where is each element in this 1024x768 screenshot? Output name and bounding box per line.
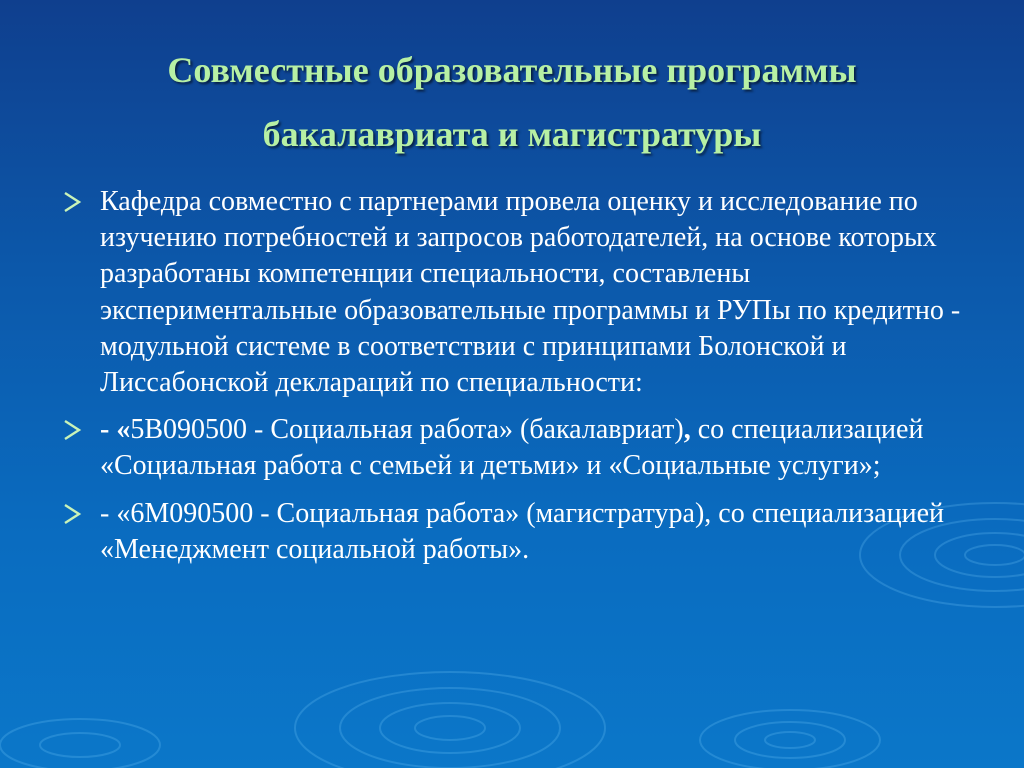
bullet-item-1 xyxy=(62,184,962,401)
bullet-text: - «6М090500 - Социальная работа» (магистратура), со специализацией «Менеджмент социальной работы». xyxy=(100,497,945,565)
slide-title-line-1: Совместные образовательные программы xyxy=(167,50,857,90)
bullet-item-2 xyxy=(62,412,962,484)
slide-title xyxy=(60,38,964,166)
bullet-comma: , xyxy=(683,414,691,446)
chevron-right-icon xyxy=(62,417,84,443)
chevron-right-icon xyxy=(62,501,84,527)
chevron-right-icon xyxy=(62,189,84,215)
bullet-list xyxy=(62,184,962,579)
bachelor-program-code: 5В090500 - Социальная работа» (бакалавриат) xyxy=(130,414,684,446)
bullet-prefix: - « xyxy=(100,414,131,446)
bullet-item-3 xyxy=(62,496,962,568)
bullet-text: со специализацией «Социальная работа с семьей и детьми» и «Социальные услуги»; xyxy=(100,414,924,482)
bullet-text: Кафедра совместно с партнерами провела оценку и исследование по изучению потребностей и запросов работодателей, на основе которых разработаны компетенции специальности, составлены экспериментальные образовательные программы и РУПы по кредитно - модульной системе в соответствии с принципами Болонской и Лиссабонской деклараций по специальности: xyxy=(100,186,961,399)
slide-title-line-2: бакалавриата и магистратуры xyxy=(262,114,762,154)
